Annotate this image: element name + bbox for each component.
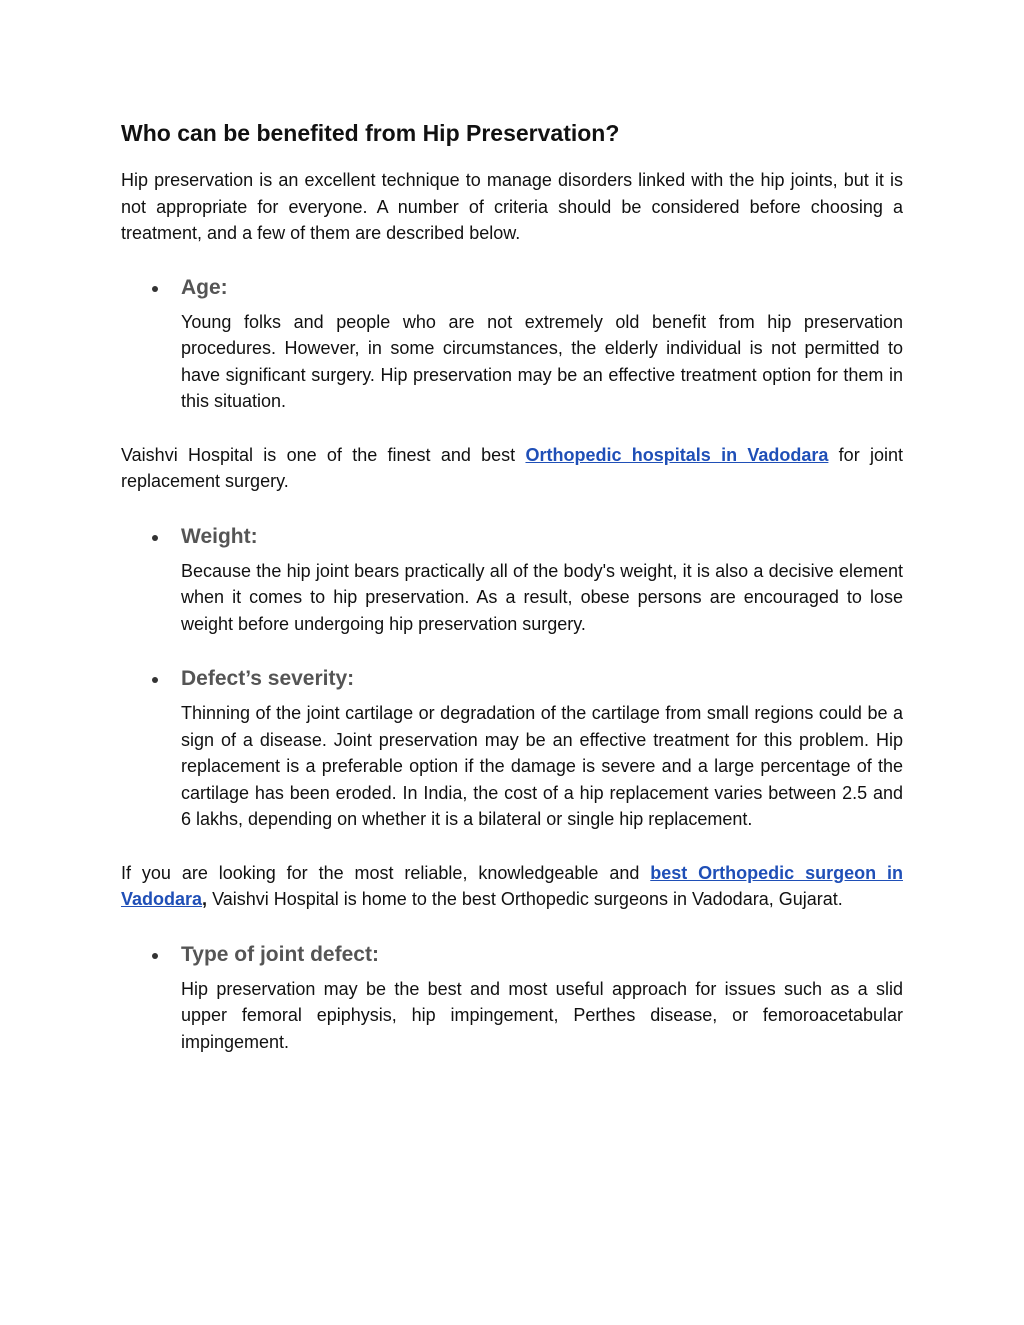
- item-text: Because the hip joint bears practically all of the body's weight, it is also a decisive element when it comes to hip preservation. As a result, obese persons are encouraged to lose weight before undergoing hip preservation surgery.: [181, 560, 903, 634]
- item-title: Defect’s severity:: [181, 667, 355, 690]
- item-text: Thinning of the joint cartilage or degradation of the cartilage from small regions could be a sign of a disease. Joint preservation may be an effective treatment for this problem. Hip replacement is a preferable option if the damage is severe and a large percentage of the cartilage has been eroded. In India, the cost of a hip replacement varies between 2.5 and 6 lakhs, depending on whether it is a bilateral or single hip replacement.: [181, 703, 903, 829]
- promo-comma: ,: [202, 889, 208, 909]
- promo-text: Vaishvi Hospital is one of the finest and best: [121, 444, 526, 465]
- page-title: Who can be benefited from Hip Preservation?: [121, 120, 620, 146]
- item-text: Hip preservation may be the best and most useful approach for issues such as a slid upper femoral epiphysis, hip impingement, Perthes disease, or femoroacetabular impingement.: [181, 978, 903, 1052]
- bullet-icon: [152, 953, 158, 959]
- promo-text: Vaishvi Hospital is home to the best Orthopedic surgeons in Vadodara, Gujarat.: [207, 889, 843, 909]
- surgeon-promo-paragraph: [121, 860, 903, 913]
- document-page: [121, 118, 903, 1055]
- promo-text: If you are looking for the most reliable, knowledgeable and: [121, 862, 651, 883]
- item-title: Weight:: [181, 524, 258, 548]
- criteria-item-age: [121, 273, 903, 415]
- item-title: Type of joint defect:: [181, 942, 379, 966]
- hospital-promo-paragraph: [121, 442, 903, 495]
- item-title: Age:: [181, 275, 228, 299]
- criteria-item-severity: [121, 664, 903, 833]
- criteria-item-weight: [121, 522, 903, 638]
- item-text: Young folks and people who are not extremely old benefit from hip preservation procedures. However, in some circumstances, the elderly individual is not permitted to have significant surgery. Hip preservation may be an effective treatment option for them in this situation.: [181, 311, 903, 411]
- orthopedic-hospitals-link[interactable]: Orthopedic hospitals in Vadodara: [525, 444, 829, 465]
- bullet-icon: [152, 677, 158, 683]
- bullet-icon: [152, 535, 158, 541]
- orthopedic-surgeon-link[interactable]: best Orthopedic surgeon in Vadodara: [121, 862, 903, 909]
- criteria-item-joint-defect: [121, 940, 903, 1056]
- promo-text: for joint replacement surgery.: [121, 444, 903, 491]
- bullet-icon: [152, 286, 158, 292]
- intro-paragraph: Hip preservation is an excellent technique to manage disorders linked with the hip joints, but it is not appropriate for everyone. A number of criteria should be considered before choosing a treatment, and a few of them are described below.: [121, 170, 903, 243]
